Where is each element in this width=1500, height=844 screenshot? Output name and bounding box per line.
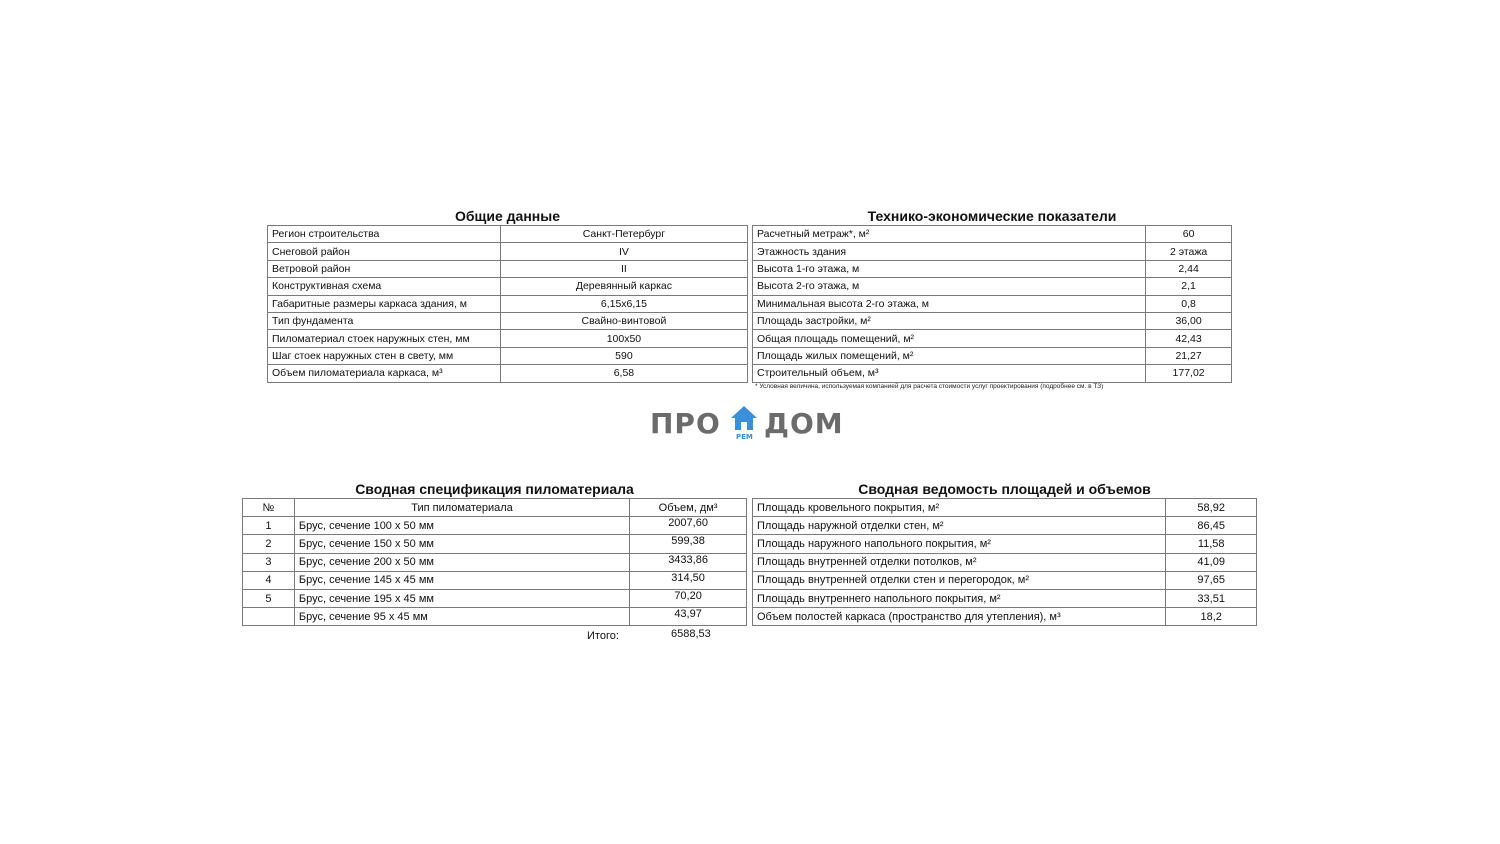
areas-label: Площадь наружного напольного покрытия, м² — [753, 535, 1166, 553]
spec-volume: 70,20 — [630, 589, 747, 607]
spec-type: Брус, сечение 200 х 50 мм — [294, 553, 629, 571]
general-label: Тип фундамента — [268, 312, 501, 329]
spec-volume: 314,50 — [630, 571, 747, 589]
spec-row — [243, 571, 747, 589]
general-label: Объем пиломатериала каркаса, м³ — [268, 365, 501, 382]
general-value: 100х50 — [500, 330, 747, 347]
general-value: IV — [500, 243, 747, 260]
general-label: Снеговой район — [268, 243, 501, 260]
areas-row — [753, 499, 1257, 517]
general-label: Конструктивная схема — [268, 278, 501, 295]
general-label: Шаг стоек наружных стен в свету, мм — [268, 347, 501, 364]
tech-value: 21,27 — [1146, 347, 1232, 364]
general-table-body — [268, 226, 748, 383]
tech-label: Высота 2-го этажа, м — [753, 278, 1146, 295]
spec-header-type: Тип пиломатериала — [294, 499, 629, 517]
areas-value: 11,58 — [1166, 535, 1257, 553]
tech-value: 177,02 — [1146, 365, 1232, 382]
areas-value: 18,2 — [1166, 608, 1257, 626]
general-title: Общие данные — [455, 208, 560, 224]
tech-row — [753, 243, 1232, 260]
logo-text-right: ДОМ — [764, 407, 844, 440]
tech-value: 2,1 — [1146, 278, 1232, 295]
tech-row — [753, 330, 1232, 347]
logo-subtext: РЕМ — [736, 433, 753, 441]
tech-row — [753, 312, 1232, 329]
areas-row — [753, 517, 1257, 535]
spec-row — [243, 553, 747, 571]
house-icon — [731, 406, 757, 430]
spec-row — [243, 517, 747, 535]
tech-row — [753, 278, 1232, 295]
general-label: Регион строительства — [268, 226, 501, 243]
general-row — [268, 330, 748, 347]
general-label: Пиломатериал стоек наружных стен, мм — [268, 330, 501, 347]
logo-text-left: ПРО — [650, 407, 721, 440]
tech-label: Минимальная высота 2-го этажа, м — [753, 295, 1146, 312]
spec-title: Сводная спецификация пиломатериала — [355, 481, 634, 497]
general-row — [268, 260, 748, 277]
general-value: 6,58 — [500, 365, 747, 382]
general-row — [268, 347, 748, 364]
areas-label: Площадь наружной отделки стен, м² — [753, 517, 1166, 535]
areas-row — [753, 589, 1257, 607]
areas-row — [753, 553, 1257, 571]
spec-type: Брус, сечение 95 х 45 мм — [294, 608, 629, 626]
areas-value: 58,92 — [1166, 499, 1257, 517]
spec-header-volume: Объем, дм³ — [630, 499, 747, 517]
spec-total-label: Итого: — [587, 630, 619, 642]
spec-row — [243, 608, 747, 626]
general-label: Габаритные размеры каркаса здания, м — [268, 295, 501, 312]
tech-label: Строительный объем, м³ — [753, 365, 1146, 382]
general-table — [267, 225, 748, 383]
areas-title: Сводная ведомость площадей и объемов — [858, 481, 1151, 497]
spec-header-num: № — [243, 499, 295, 517]
tech-value: 2,44 — [1146, 260, 1232, 277]
general-value: 590 — [500, 347, 747, 364]
tech-label: Площадь застройки, м² — [753, 312, 1146, 329]
spec-num: 4 — [243, 571, 295, 589]
tech-table — [752, 225, 1232, 383]
general-value: Деревянный каркас — [500, 278, 747, 295]
spec-header-row — [243, 499, 747, 517]
tech-label: Общая площадь помещений, м² — [753, 330, 1146, 347]
areas-label: Площадь внутреннего напольного покрытия, м² — [753, 589, 1166, 607]
tech-table-body — [753, 226, 1232, 383]
general-row — [268, 365, 748, 382]
general-row — [268, 243, 748, 260]
areas-label: Объем полостей каркаса (пространство для утепления), м³ — [753, 608, 1166, 626]
spec-volume: 599,38 — [630, 535, 747, 553]
areas-value: 41,09 — [1166, 553, 1257, 571]
spec-num: 2 — [243, 535, 295, 553]
areas-value: 86,45 — [1166, 517, 1257, 535]
tech-row — [753, 260, 1232, 277]
tech-footnote: * Условная величина, используемая компанией для расчета стоимости услуг проектирования (подробнее см. в ТЗ) — [755, 383, 1104, 390]
spec-table-body — [243, 517, 747, 626]
areas-row — [753, 571, 1257, 589]
general-value: 6,15х6,15 — [500, 295, 747, 312]
spec-num: 3 — [243, 553, 295, 571]
spec-row — [243, 589, 747, 607]
spec-num: 1 — [243, 517, 295, 535]
areas-value: 33,51 — [1166, 589, 1257, 607]
general-row — [268, 312, 748, 329]
tech-value: 2 этажа — [1146, 243, 1232, 260]
spec-type: Брус, сечение 145 х 45 мм — [294, 571, 629, 589]
general-label: Ветровой район — [268, 260, 501, 277]
spec-num — [243, 608, 295, 626]
spec-num: 5 — [243, 589, 295, 607]
tech-value: 60 — [1146, 226, 1232, 243]
spec-type: Брус, сечение 150 х 50 мм — [294, 535, 629, 553]
tech-label: Расчетный метраж*, м² — [753, 226, 1146, 243]
tech-row — [753, 226, 1232, 243]
tech-row — [753, 295, 1232, 312]
spec-volume: 2007,60 — [630, 517, 747, 535]
general-value: II — [500, 260, 747, 277]
spec-row — [243, 535, 747, 553]
spec-volume: 43,97 — [630, 608, 747, 626]
tech-value: 42,43 — [1146, 330, 1232, 347]
tech-label: Этажность здания — [753, 243, 1146, 260]
tech-label: Высота 1-го этажа, м — [753, 260, 1146, 277]
spec-table — [242, 498, 747, 626]
prodom-logo — [650, 402, 850, 444]
areas-row — [753, 535, 1257, 553]
general-value: Санкт-Петербург — [500, 226, 747, 243]
tech-label: Площадь жилых помещений, м² — [753, 347, 1146, 364]
spec-type: Брус, сечение 100 х 50 мм — [294, 517, 629, 535]
general-value: Свайно-винтовой — [500, 312, 747, 329]
general-row — [268, 226, 748, 243]
areas-label: Площадь кровельного покрытия, м² — [753, 499, 1166, 517]
tech-value: 0,8 — [1146, 295, 1232, 312]
tech-value: 36,00 — [1146, 312, 1232, 329]
areas-label: Площадь внутренней отделки потолков, м² — [753, 553, 1166, 571]
spec-type: Брус, сечение 195 х 45 мм — [294, 589, 629, 607]
areas-label: Площадь внутренней отделки стен и перегородок, м² — [753, 571, 1166, 589]
general-row — [268, 295, 748, 312]
areas-value: 97,65 — [1166, 571, 1257, 589]
tech-row — [753, 347, 1232, 364]
tech-title: Технико-экономические показатели — [867, 208, 1117, 224]
areas-row — [753, 608, 1257, 626]
spec-volume: 3433,86 — [630, 553, 747, 571]
areas-table-body — [753, 499, 1257, 626]
tech-row — [753, 365, 1232, 382]
areas-table — [752, 498, 1257, 626]
spec-total-value: 6588,53 — [671, 628, 711, 640]
general-row — [268, 278, 748, 295]
